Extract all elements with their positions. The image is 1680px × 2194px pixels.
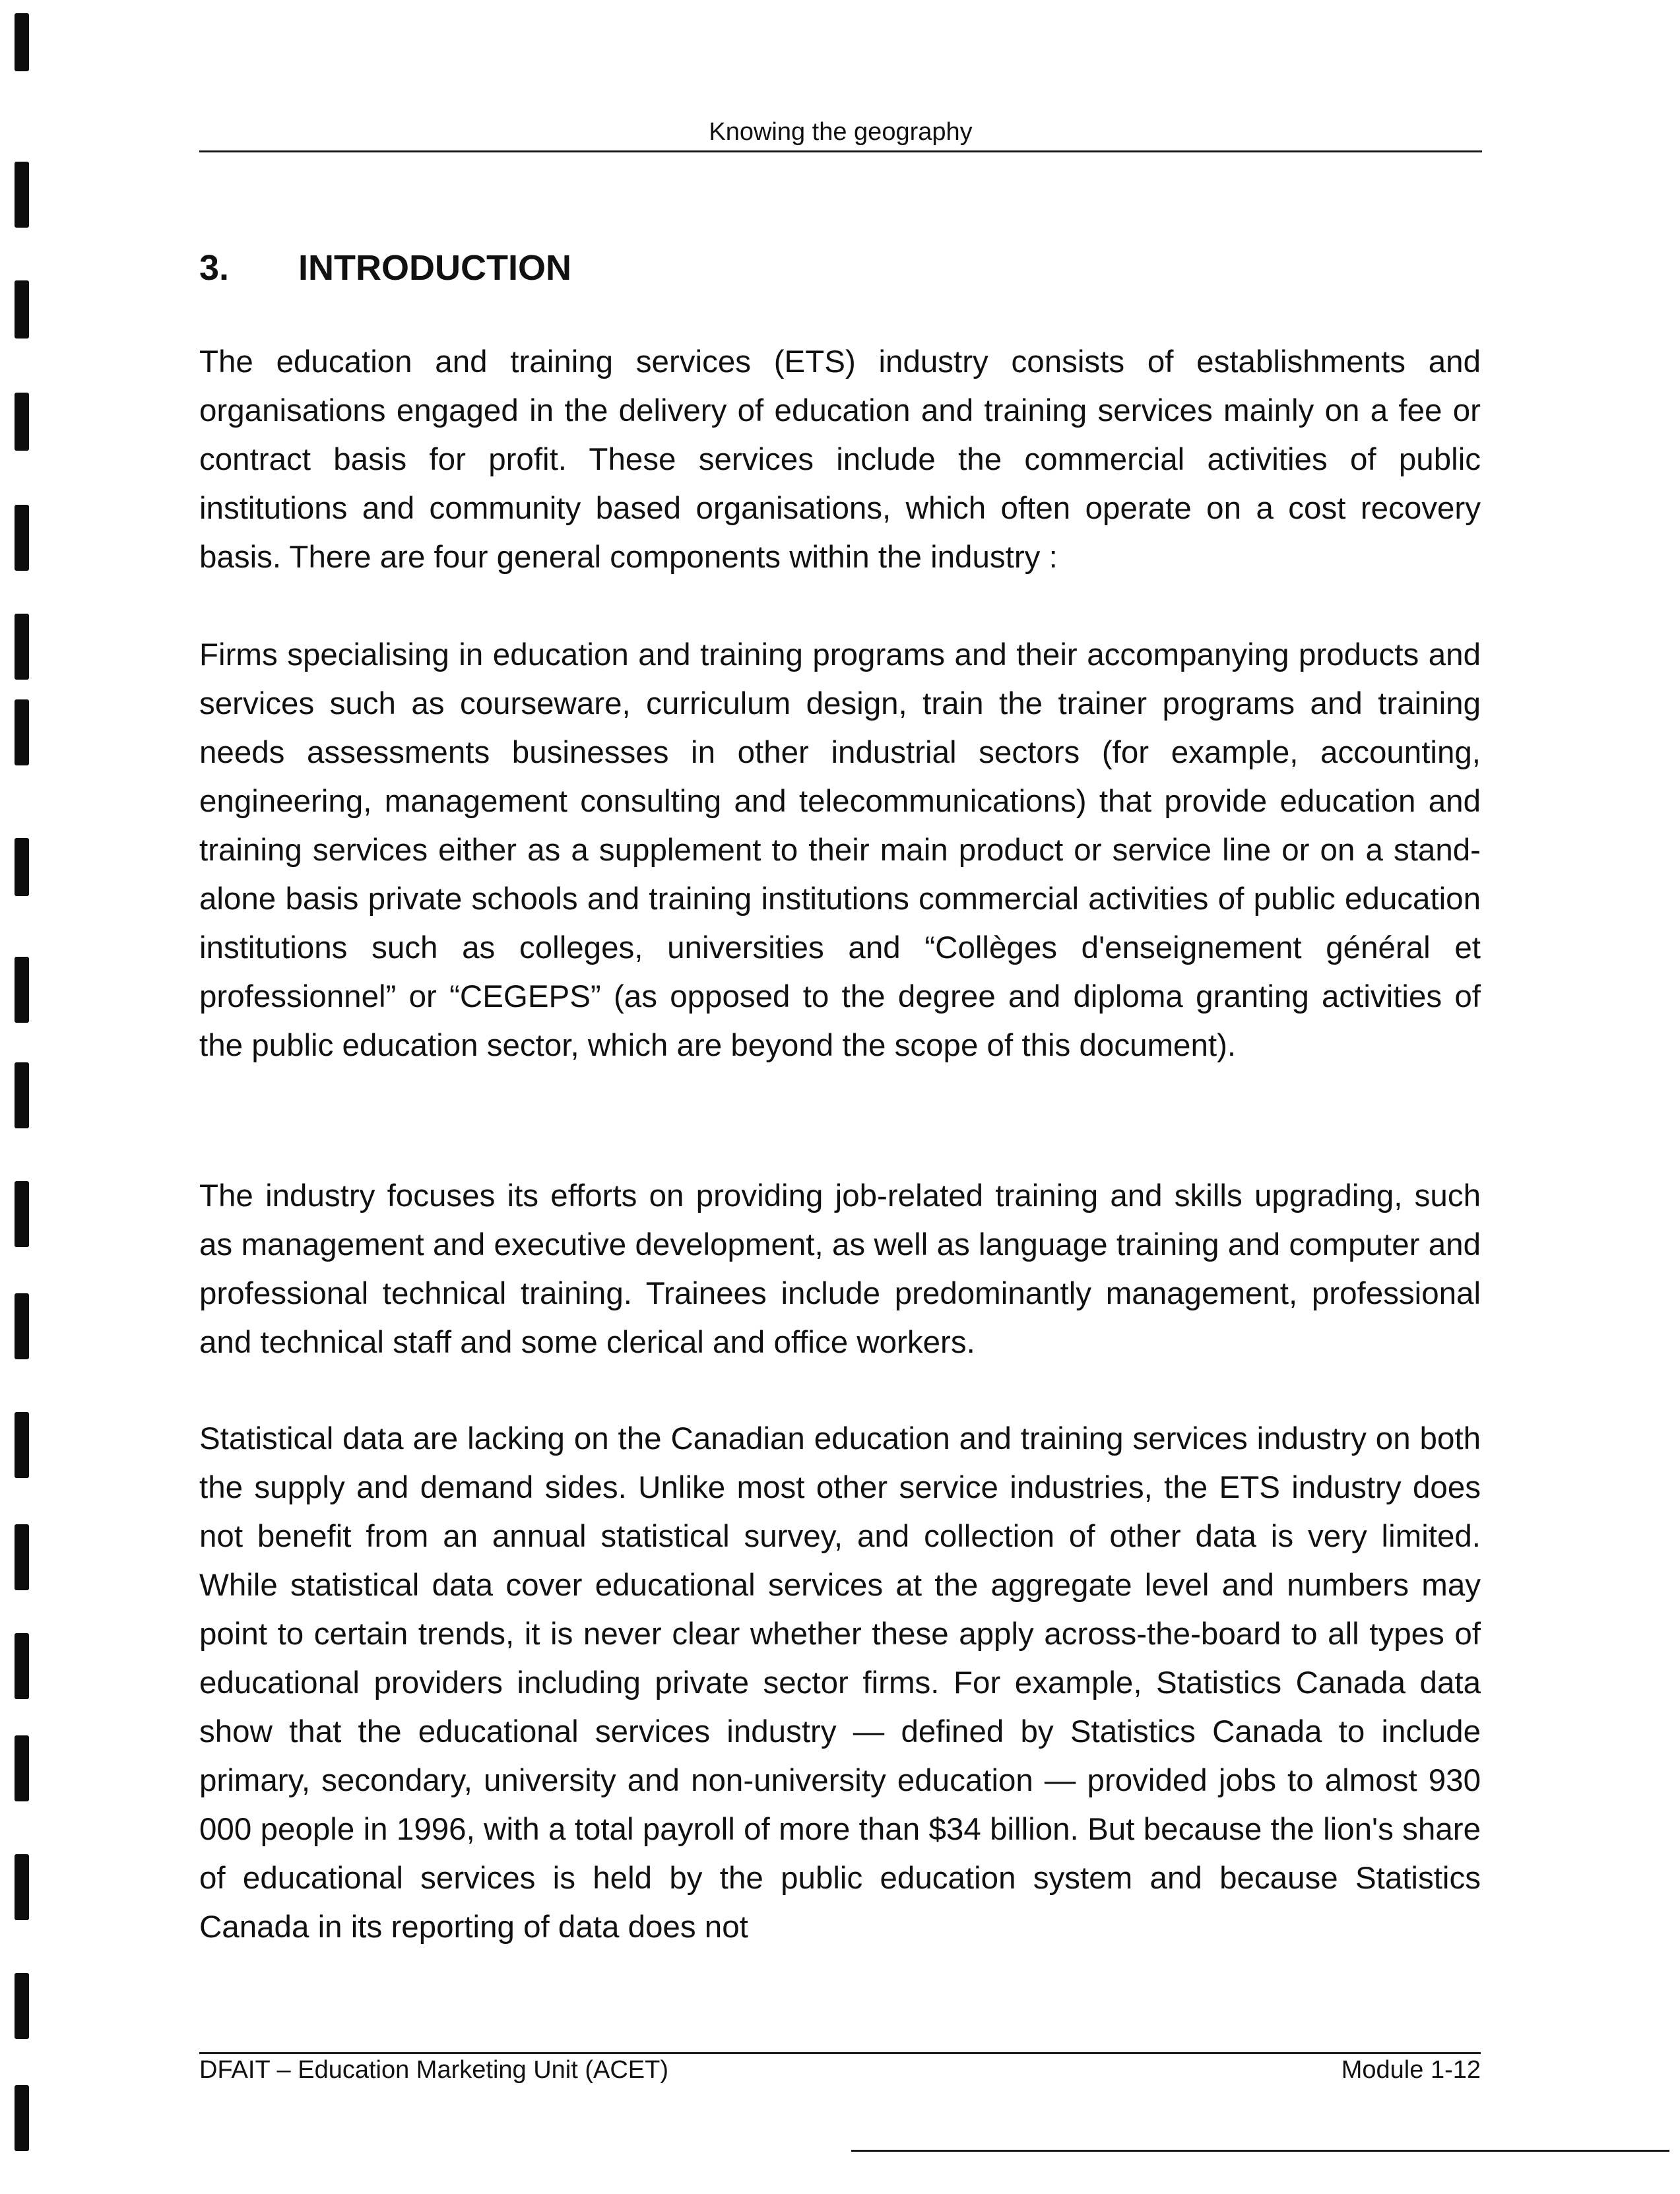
header-title: Knowing the geography — [709, 118, 973, 146]
page-footer — [199, 2052, 1481, 2086]
binding-mark — [15, 1412, 29, 1478]
paragraph-focus: The industry focuses its efforts on providing job-related training and skills upgrading, such as management and executive development, as well as language training and computer and professional technical training. Trainees include predominantly management, professional and technical staff and some clerical and office workers. — [199, 1178, 1481, 1360]
paragraph-intro: The education and training services (ETS) industry consists of establishments and organisations engaged in the delivery of education and training services mainly on a fee or contract basis for profit. These services include the commercial activities of public institutions and community based organisations, which often operate on a cost recovery basis. There are four general components within the industry : — [199, 344, 1481, 575]
binding-mark — [15, 1524, 29, 1590]
binding-mark — [15, 1633, 29, 1699]
binding-mark — [15, 1293, 29, 1359]
binding-mark — [15, 1735, 29, 1801]
section-heading — [199, 242, 571, 294]
binding-mark — [15, 1062, 29, 1128]
binding-mark — [15, 838, 29, 896]
binding-mark — [15, 1973, 29, 2039]
footer-source: DFAIT – Education Marketing Unit (ACET) — [199, 2056, 668, 2084]
binding-mark — [15, 280, 29, 339]
binding-mark — [15, 1181, 29, 1247]
section-number: 3. — [199, 248, 230, 288]
binding-mark — [15, 699, 29, 765]
binding-mark — [15, 957, 29, 1023]
binding-marks — [0, 0, 59, 2194]
binding-mark — [15, 393, 29, 451]
binding-mark — [15, 162, 29, 228]
binding-mark — [15, 1854, 29, 1920]
paragraph-statistics: Statistical data are lacking on the Canadian education and training services industry on both the supply and demand sides. Unlike most other service industries, the ETS industry does not benefit from an annual statistical survey, and collection of other data is very limited. While statistical data cover educational services at the aggregate level and numbers may point to certain trends, it is never clear whether these apply across-the-board to all types of educational providers including private sector firms. For example, Statistics Canada data show that the educational services industry — defined by Statistics Canada to include primary, secondary, university and non-university education — provided jobs to almost 930 000 people in 1996, with a total payroll of more than $34 billion. But because the lion's share of educational services is held by the public education system and because Statistics Canada in its reporting of data does not — [199, 1421, 1481, 1945]
binding-mark — [15, 13, 29, 71]
section-title: INTRODUCTION — [298, 248, 571, 288]
page-header — [199, 113, 1482, 152]
scan-edge-line — [851, 2150, 1669, 2152]
paragraph-components: Firms specialising in education and training programs and their accompanying products and services such as courseware, curriculum design, train the trainer programs and training needs assessments businesses in other industrial sectors (for example, accounting, engineering, management consulting and telecommunications) that provide education and training services either as a supplement to their main product or service line or on a stand-alone basis private schools and training institutions commercial activities of public education institutions such as colleges, universities and “Collèges d'enseignement général et professionnel” or “CEGEPS” (as opposed to the degree and diploma granting activities of the public education sector, which are beyond the scope of this document). — [199, 637, 1481, 1063]
binding-mark — [15, 2085, 29, 2151]
binding-mark — [15, 505, 29, 571]
footer-page-number: Module 1-12 — [1341, 2056, 1481, 2084]
binding-mark — [15, 614, 29, 680]
